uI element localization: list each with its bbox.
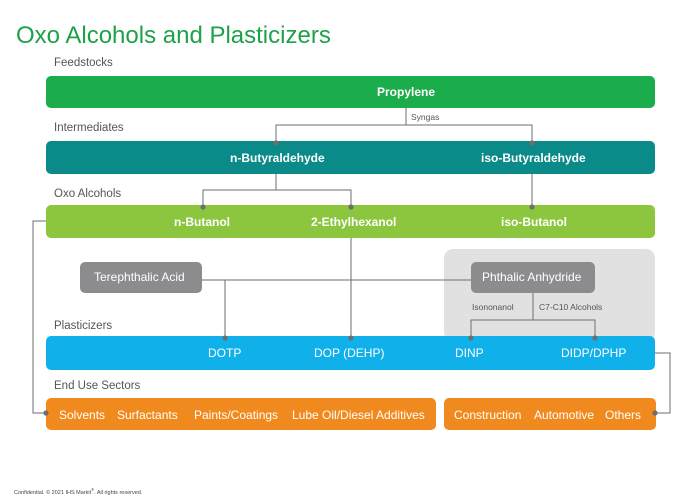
isononanol-label: Isononanol <box>472 302 514 312</box>
section-end-use: End Use Sectors <box>54 380 141 392</box>
section-intermediates: Intermediates <box>54 122 124 134</box>
dotp-label: DOTP <box>208 346 242 360</box>
2-ethylhexanol-label: 2-Ethylhexanol <box>311 215 397 229</box>
n-butanol-label: n-Butanol <box>174 215 230 229</box>
didp-dphp-label: DIDP/DPHP <box>561 346 627 360</box>
section-feedstocks: Feedstocks <box>54 57 113 69</box>
footer-copyright: Confidential. © 2021 IHS Markit®. All rights reserved. <box>14 487 143 496</box>
syngas-label: Syngas <box>411 112 440 122</box>
surfactants-label: Surfactants <box>117 408 178 422</box>
paints-coatings-label: Paints/Coatings <box>194 408 279 422</box>
terephthalic-acid-label: Terephthalic Acid <box>94 270 185 284</box>
construction-label: Construction <box>454 408 522 422</box>
iso-butyraldehyde-label: iso-Butyraldehyde <box>481 151 586 165</box>
page-title: Oxo Alcohols and Plasticizers <box>16 22 331 49</box>
section-plasticizers: Plasticizers <box>54 320 113 332</box>
others-label: Others <box>605 408 642 422</box>
propylene-label: Propylene <box>377 85 436 99</box>
n-butyraldehyde-label: n-Butyraldehyde <box>230 151 325 165</box>
section-oxo-alcohols: Oxo Alcohols <box>54 188 122 200</box>
automotive-label: Automotive <box>534 408 595 422</box>
lube-oil-diesel-label: Lube Oil/Diesel Additives <box>292 408 425 422</box>
iso-butanol-label: iso-Butanol <box>501 215 567 229</box>
phthalic-anhydride-label: Phthalic Anhydride <box>482 270 582 284</box>
dinp-label: DINP <box>455 346 484 360</box>
c7-c10-alcohols-label: C7-C10 Alcohols <box>539 302 603 312</box>
dop-dehp-label: DOP (DEHP) <box>314 346 385 360</box>
solvents-label: Solvents <box>59 408 106 422</box>
